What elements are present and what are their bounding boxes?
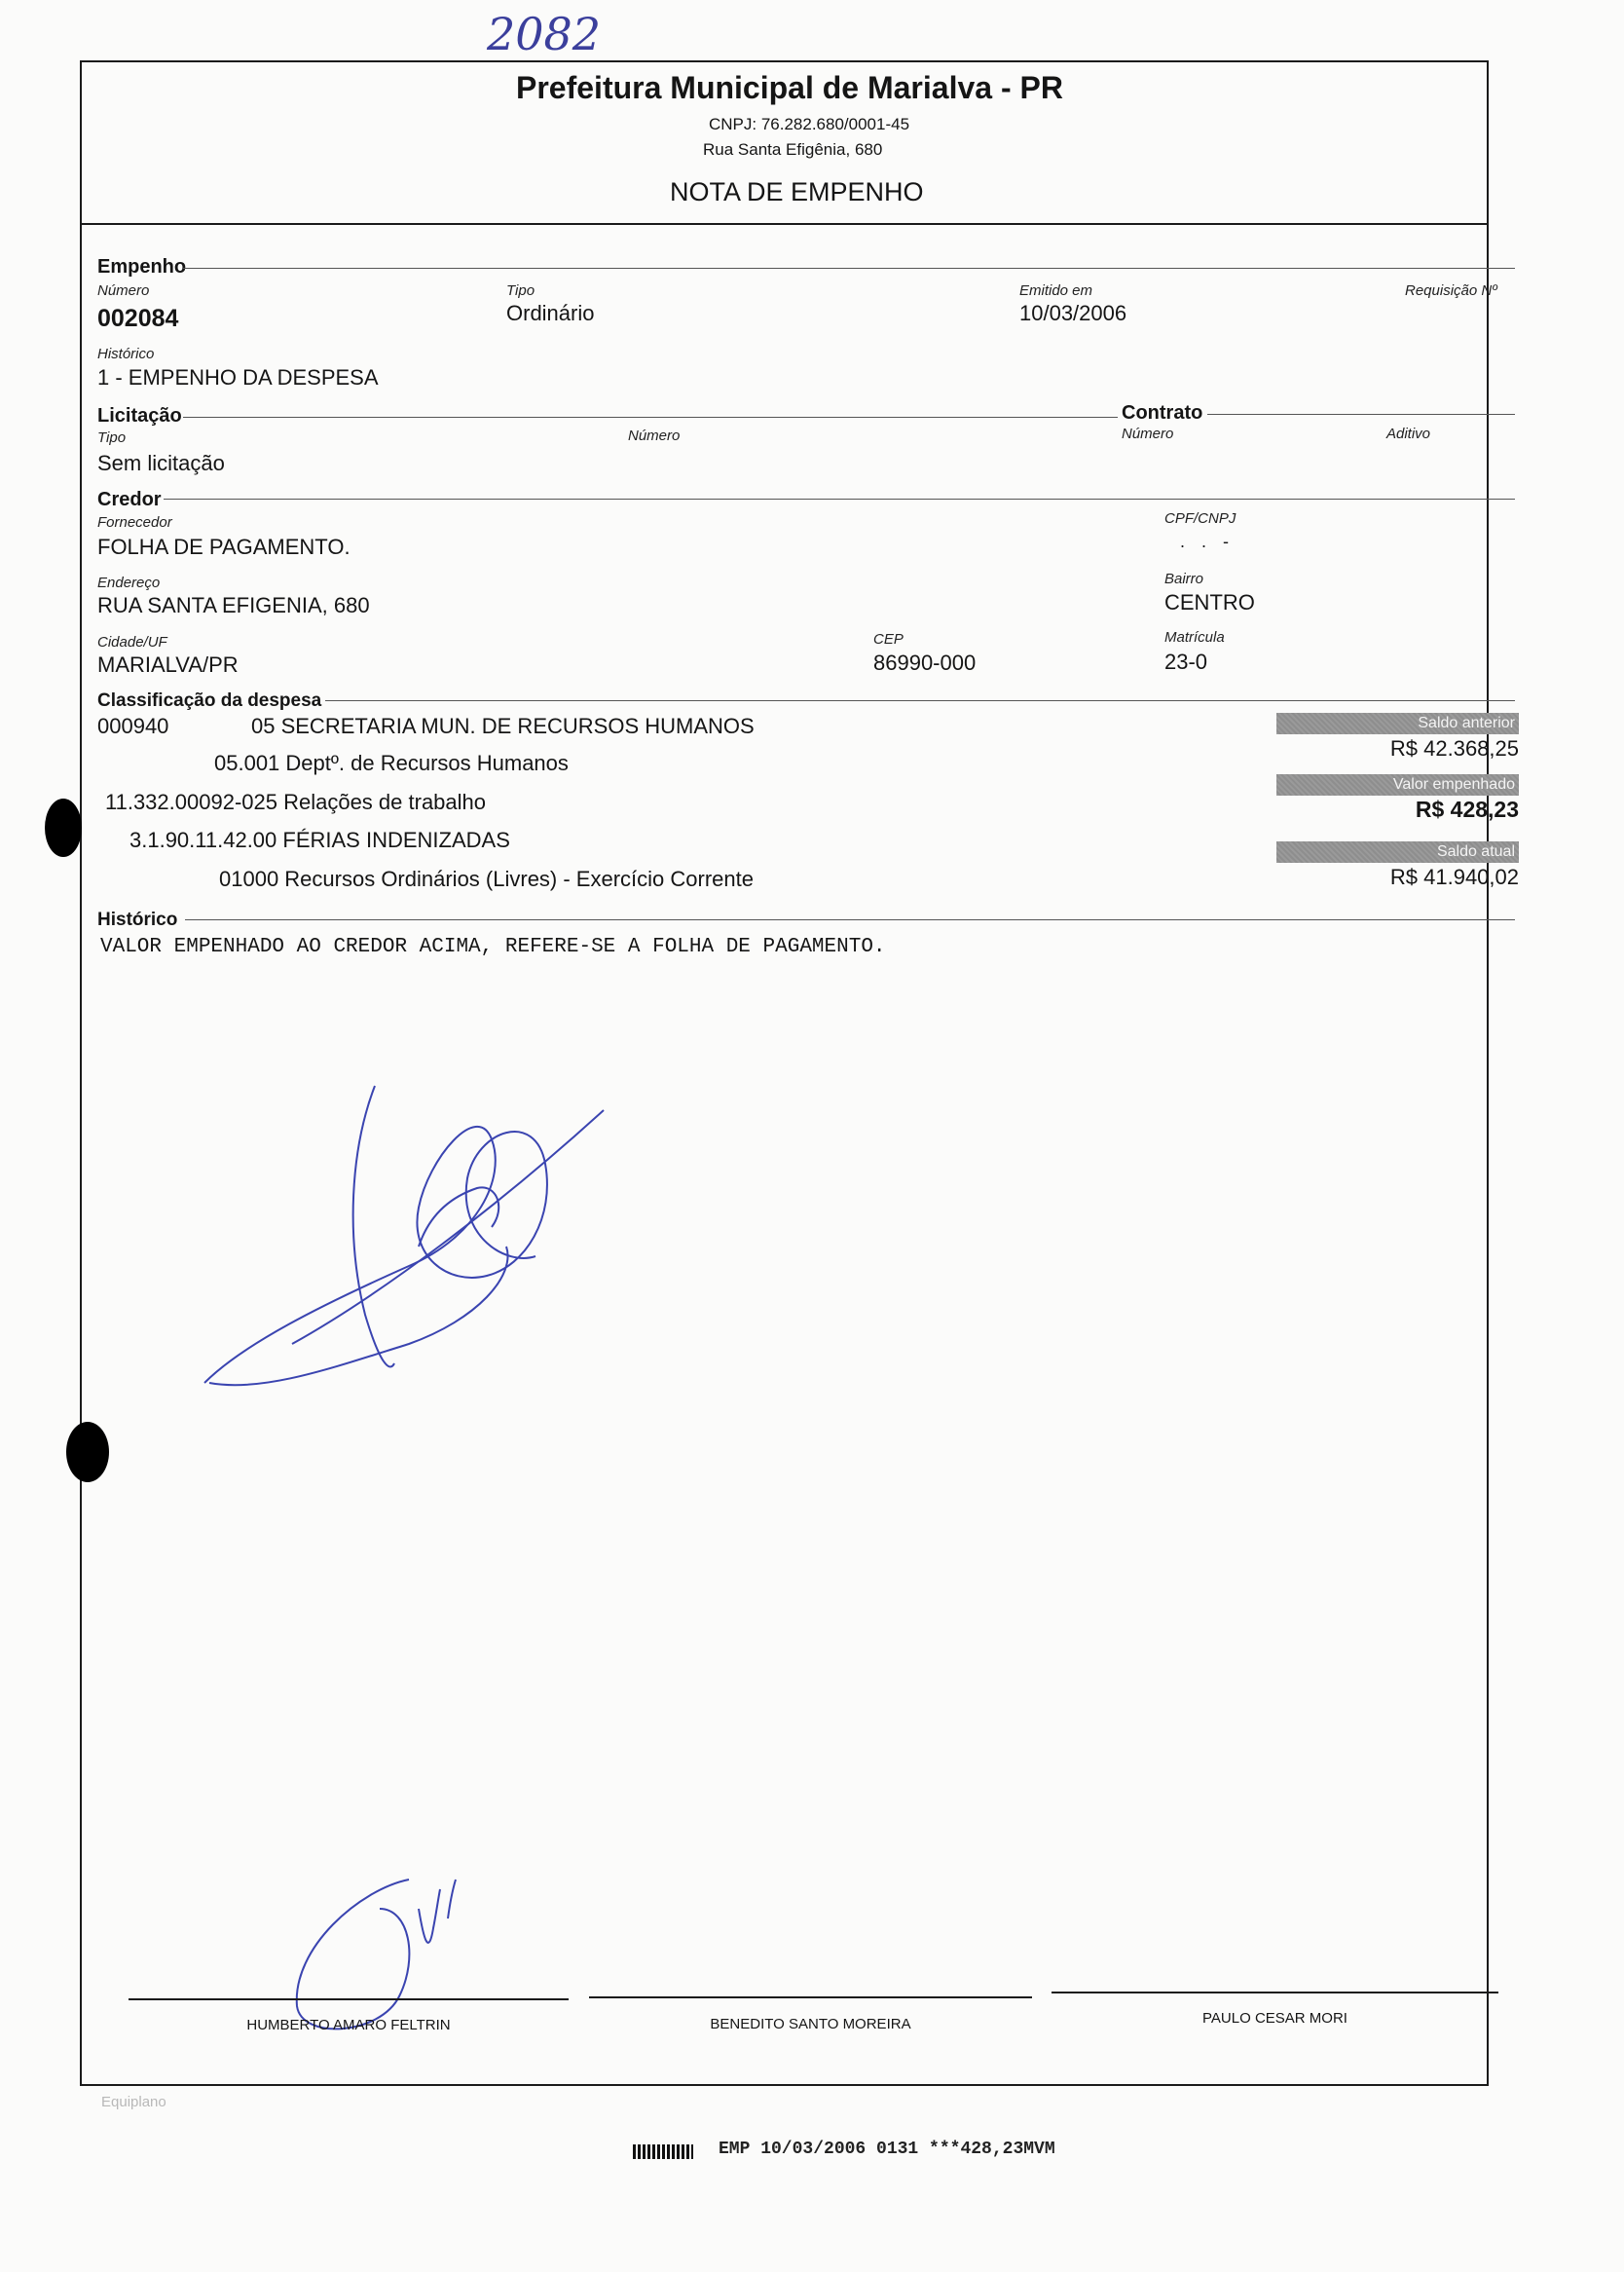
empenho-historico: 1 - EMPENHO DA DESPESA — [97, 365, 379, 390]
matricula: 23-0 — [1164, 650, 1208, 674]
saldo-atual-label: Saldo atual — [1276, 841, 1519, 863]
classificacao-natureza: 3.1.90.11.42.00 FÉRIAS INDENIZADAS — [129, 828, 510, 852]
fornecedor: FOLHA DE PAGAMENTO. — [97, 535, 351, 559]
empenho-numero: 002084 — [97, 305, 179, 332]
licitacao-rule — [183, 417, 1118, 418]
cpf-value: . . - — [1180, 532, 1235, 551]
classificacao-unidade: 05.001 Deptº. de Recursos Humanos — [214, 751, 569, 775]
empenho-tipo: Ordinário — [506, 301, 595, 325]
signature-scribble — [185, 1071, 633, 1393]
document-title: NOTA DE EMPENHO — [670, 177, 924, 206]
licitacao-tipo-label: Tipo — [97, 429, 127, 446]
section-licitacao: Licitação — [97, 405, 182, 427]
barcode-icon — [633, 2144, 693, 2159]
classificacao-recurso: 01000 Recursos Ordinários (Livres) - Exercício Corrente — [219, 867, 754, 891]
empenho-numero-label: Número — [97, 282, 150, 299]
signature-line-3 — [1052, 1992, 1498, 1993]
emitido-label: Emitido em — [1019, 282, 1093, 299]
section-empenho: Empenho — [97, 256, 187, 278]
classificacao-funcional: 11.332.00092-025 Relações de trabalho — [105, 790, 487, 814]
licitacao-numero-label: Número — [628, 428, 681, 444]
section-historico: Histórico — [97, 910, 178, 930]
section-credor: Credor — [97, 489, 162, 510]
historico-rule — [185, 919, 1515, 920]
saldo-anterior-label: Saldo anterior — [1276, 713, 1519, 734]
licitacao-tipo: Sem licitação — [97, 451, 225, 475]
cidade: MARIALVA/PR — [97, 652, 239, 677]
handwritten-page-number: 2082 — [487, 8, 602, 60]
endereco: RUA SANTA EFIGENIA, 680 — [97, 593, 370, 617]
historico-text: VALOR EMPENHADO AO CREDOR ACIMA, REFERE-SE A FOLHA DE PAGAMENTO. — [100, 936, 886, 958]
signature-name-1: HUMBERTO AMARO FELTRIN — [246, 2017, 451, 2033]
municipality-title: Prefeitura Municipal de Marialva - PR — [516, 70, 1063, 105]
bairro: CENTRO — [1164, 590, 1255, 615]
contrato-rule — [1207, 414, 1515, 415]
valor-empenhado-label: Valor empenhado — [1276, 774, 1519, 796]
classificacao-code: 000940 — [97, 714, 169, 738]
classificacao-orgao: 05 SECRETARIA MUN. DE RECURSOS HUMANOS — [251, 714, 755, 738]
cpf-label: CPF/CNPJ — [1164, 510, 1236, 527]
saldo-atual: R$ 41.940,02 — [1389, 865, 1519, 889]
emitido-date: 10/03/2006 — [1019, 301, 1127, 325]
bairro-label: Bairro — [1164, 571, 1204, 587]
matricula-label: Matrícula — [1164, 629, 1225, 646]
software-watermark: Equiplano — [101, 2094, 166, 2110]
punch-hole-bottom — [66, 1422, 109, 1482]
section-classificacao: Classificação da despesa — [97, 690, 322, 711]
empenho-rule — [183, 268, 1515, 269]
cidade-label: Cidade/UF — [97, 634, 167, 651]
contrato-aditivo-label: Aditivo — [1386, 426, 1431, 442]
credor-rule — [164, 499, 1515, 500]
signature-name-3: PAULO CESAR MORI — [1202, 2010, 1347, 2027]
empenho-historico-label: Histórico — [97, 346, 155, 362]
signature-line-2 — [589, 1996, 1032, 1998]
empenho-tipo-label: Tipo — [506, 282, 535, 299]
signature-line-1 — [129, 1998, 569, 2000]
valor-empenhado: R$ 428,23 — [1415, 797, 1519, 822]
cep-label: CEP — [873, 631, 904, 648]
cnpj: CNPJ: 76.282.680/0001-45 — [709, 115, 910, 133]
endereco-label: Endereço — [97, 575, 161, 591]
fornecedor-label: Fornecedor — [97, 514, 172, 531]
cep: 86990-000 — [873, 651, 977, 675]
contrato-numero-label: Número — [1122, 426, 1174, 442]
address: Rua Santa Efigênia, 680 — [703, 140, 883, 159]
signature-name-2: BENEDITO SANTO MOREIRA — [710, 2016, 911, 2032]
section-contrato: Contrato — [1122, 402, 1203, 424]
saldo-anterior: R$ 42.368,25 — [1389, 736, 1519, 761]
cash-register-stamp: EMP 10/03/2006 0131 ***428,23MVM — [719, 2140, 1055, 2159]
punch-hole-top — [45, 799, 82, 857]
classificacao-rule — [325, 700, 1515, 701]
requisicao-label: Requisição Nº — [1405, 282, 1497, 299]
header-divider — [80, 223, 1489, 225]
